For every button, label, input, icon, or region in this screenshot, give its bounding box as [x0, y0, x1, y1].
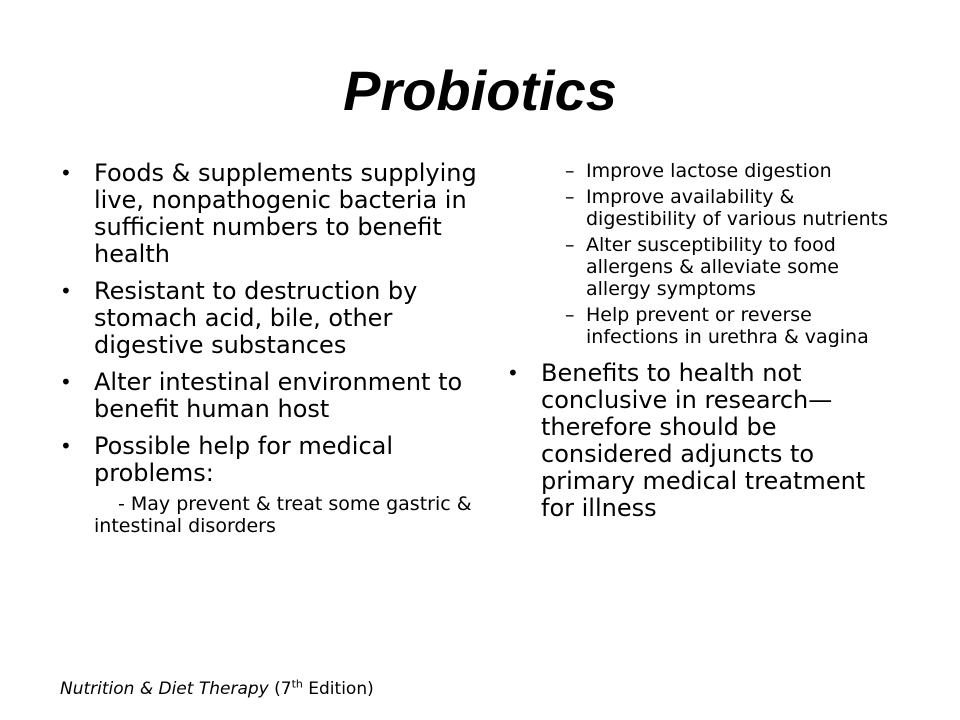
bullet-item [58, 433, 478, 537]
dash-icon: – [565, 186, 575, 208]
bullet-text: Benefits to health not conclusive in research—therefore should be considered adjuncts to primary medical treatment for illness [541, 359, 866, 522]
bullet-item [58, 369, 478, 423]
bullet-text: Possible help for medical problems: [94, 432, 394, 487]
bullet-icon: • [60, 434, 72, 458]
sub-item-list [505, 160, 905, 348]
dash-icon: – [565, 234, 575, 256]
edition-superscript: th [291, 677, 303, 691]
sub-item-text: Improve availability & digestibility of various nutrients [586, 186, 888, 230]
sub-item-text: Improve lactose digestion [586, 160, 832, 182]
sub-item [505, 160, 905, 182]
bullet-icon: • [60, 161, 72, 185]
left-bullet-list [58, 160, 478, 537]
dash-icon: – [565, 304, 575, 326]
bullet-icon: • [60, 279, 72, 303]
bullet-icon: • [60, 370, 72, 394]
edition-close: Edition) [302, 679, 374, 699]
bullet-item [505, 360, 905, 522]
bullet-text: Resistant to destruction by stomach acid, bile, other digestive substances [94, 277, 418, 359]
sub-item [505, 234, 905, 300]
bullet-text: Alter intestinal environment to benefit human host [94, 368, 463, 423]
left-column [58, 160, 478, 547]
book-title: Nutrition & Diet Therapy [60, 679, 269, 699]
sub-item [505, 304, 905, 348]
bullet-item [58, 160, 478, 268]
sub-item [505, 186, 905, 230]
footer-citation [60, 678, 374, 700]
sub-item-text: Help prevent or reverse infections in urethra & vagina [586, 304, 869, 348]
slide-title: Probiotics [343, 59, 617, 122]
bullet-icon: • [507, 361, 519, 385]
right-bullet-list [505, 360, 905, 522]
sub-item-text: - May prevent & treat some gastric & intestinal disorders [94, 493, 472, 537]
edition-open: (7 [268, 679, 292, 699]
bullet-item [58, 278, 478, 359]
sub-item-text: Alter susceptibility to food allergens & alleviate some allergy symptoms [586, 234, 839, 300]
right-column [505, 160, 905, 532]
dash-icon: – [565, 160, 575, 182]
bullet-text: Foods & supplements supplying live, nonpathogenic bacteria in sufficient numbers to benefit health [94, 159, 477, 268]
